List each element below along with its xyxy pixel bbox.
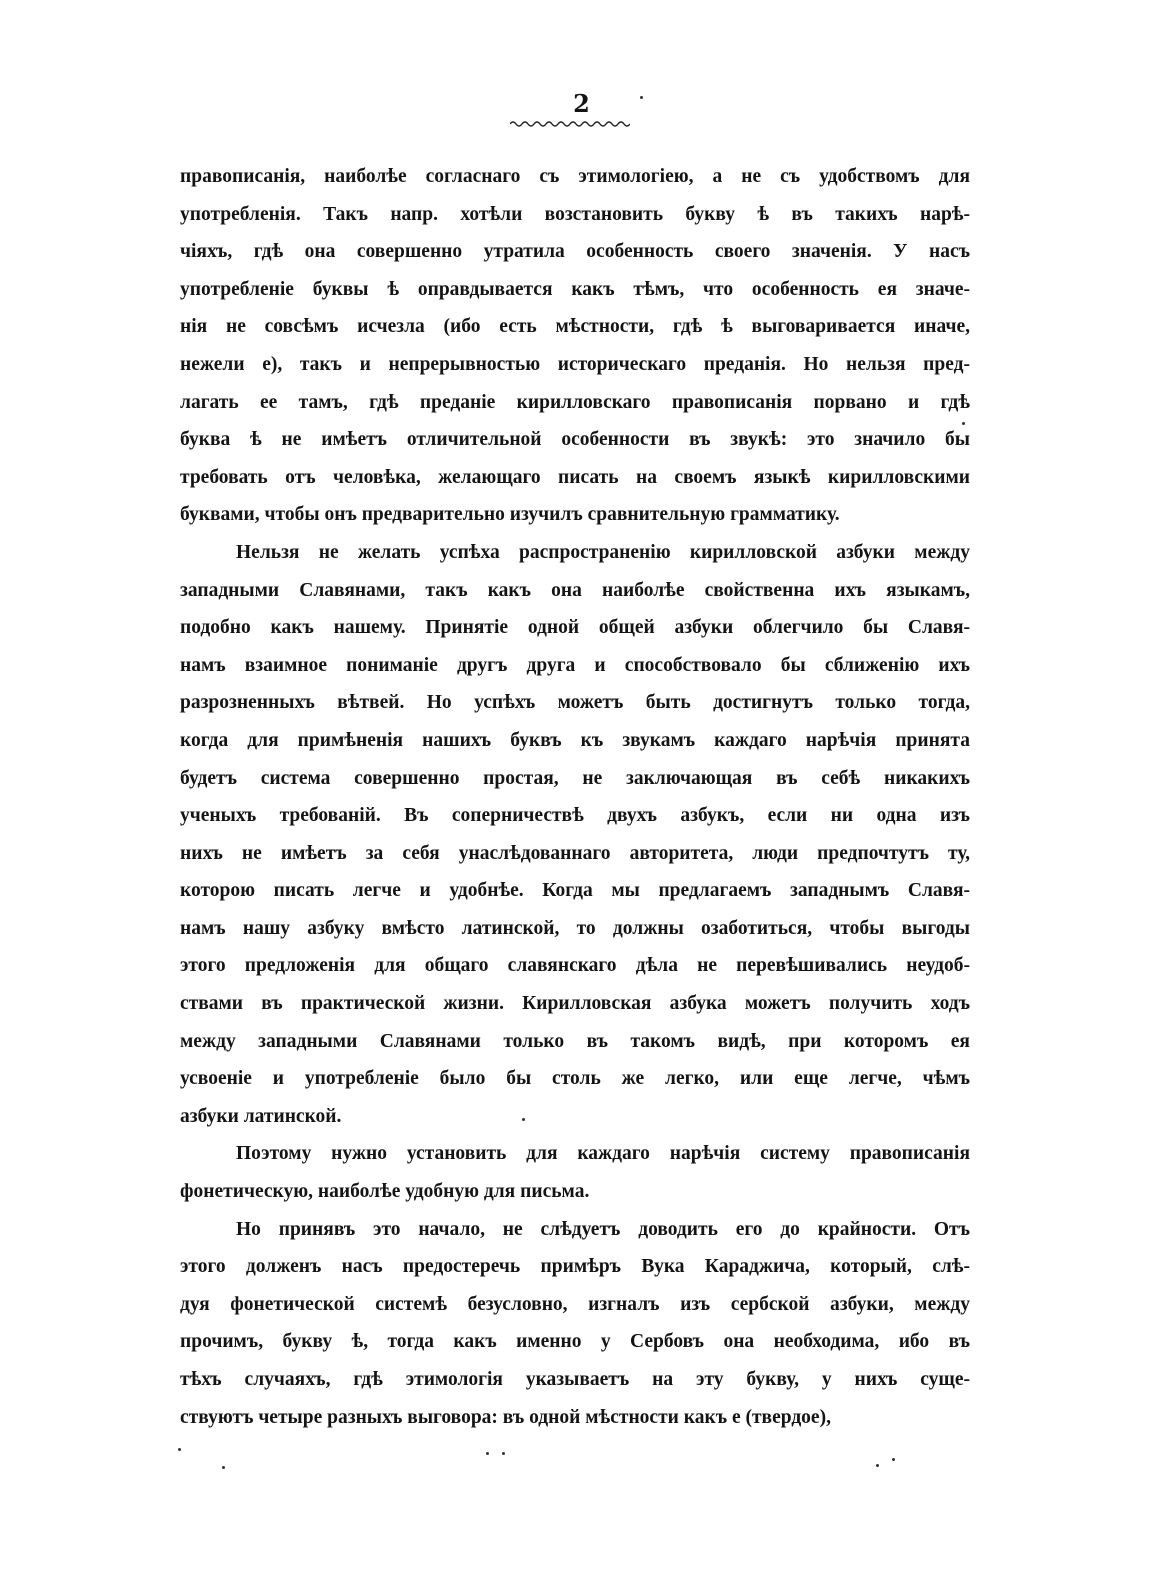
- text-line: прочимъ, букву ѣ, тогда какъ именно у Сербовъ она необходима, ибо въ: [180, 1331, 970, 1353]
- text-line: буква ѣ не имѣетъ отличительной особенности въ звукѣ: это значило бы: [180, 429, 970, 451]
- text-line: употребленія. Такъ напр. хотѣли возстановить букву ѣ въ такихъ нарѣ-: [180, 203, 970, 225]
- text-line: которою писать легче и удобнѣе. Когда мы предлагаемъ западнымъ Славя-: [180, 880, 970, 902]
- text-line: ученыхъ требованій. Въ соперничествѣ двухъ азбукъ, если ни одна изъ: [180, 805, 970, 827]
- scan-speck: [222, 1466, 225, 1469]
- text-line: ствами въ практической жизни. Кирилловская азбука можетъ получить ходъ: [180, 993, 970, 1015]
- body-text: [180, 158, 970, 1436]
- text-line: правописанія, наиболѣе согласнаго съ этимологіею, а не съ удобствомъ для: [180, 166, 970, 187]
- text-line: намъ взаимное пониманіе другъ друга и способствовало бы сближенію ихъ: [180, 654, 970, 676]
- text-line: нежели е), такъ и непрерывностью историческаго преданія. Но нельзя пред-: [180, 353, 970, 375]
- text-line: между западными Славянами только въ такомъ видѣ, при которомъ ея: [180, 1030, 970, 1052]
- text-line: фонетическую, наиболѣе удобную для письма.: [180, 1181, 590, 1203]
- paragraph: [180, 1211, 970, 1437]
- text-line: употребленіе буквы ѣ оправдывается какъ тѣмъ, что особенность ея значе-: [180, 278, 970, 300]
- scan-speck: [178, 1448, 181, 1451]
- scan-speck: [486, 1452, 489, 1455]
- text-line: азбуки латинской.: [180, 1105, 342, 1127]
- text-line: этого предложенія для общаго славянскаго дѣла не перевѣшивались неудоб-: [180, 955, 970, 977]
- scan-speck: [640, 96, 643, 99]
- text-line: требовать отъ человѣка, желающаго писать на своемъ языкѣ кирилловскими: [180, 466, 970, 488]
- paragraph: [180, 158, 970, 534]
- wavy-divider: [510, 120, 630, 128]
- paragraph: [180, 1135, 970, 1210]
- text-line: западными Славянами, такъ какъ она наиболѣе свойственна ихъ языкамъ,: [180, 579, 970, 601]
- paragraph: [180, 534, 970, 1136]
- scan-speck: [522, 1118, 525, 1121]
- text-line: разрозненныхъ вѣтвей. Но успѣхъ можетъ быть достигнутъ только тогда,: [180, 692, 970, 714]
- text-line: нихъ не имѣетъ за себя унаслѣдованнаго авторитета, люди предпочтутъ ту,: [180, 842, 970, 864]
- text-line: буквами, чтобы онъ предварительно изучилъ сравнительную грамматику.: [180, 504, 840, 526]
- text-line: нія не совсѣмъ исчезла (ибо есть мѣстности, гдѣ ѣ выговаривается иначе,: [180, 316, 970, 338]
- text-line: лагать ее тамъ, гдѣ преданіе кирилловскаго правописанія порвано и гдѣ: [180, 391, 970, 413]
- text-line: чіяхъ, гдѣ она совершенно утратила особенность своего значенія. У насъ: [180, 241, 970, 263]
- text-line: Поэтому нужно установить для каждаго нарѣчія систему правописанія: [236, 1143, 970, 1165]
- text-line: намъ нашу азбуку вмѣсто латинской, то должны озаботиться, чтобы выгоды: [180, 917, 970, 939]
- scan-speck: [962, 422, 965, 425]
- text-line: Но принявъ это начало, не слѣдуетъ доводить его до крайности. Отъ: [236, 1218, 970, 1240]
- page-number: 2: [573, 89, 590, 118]
- text-line: тѣхъ случаяхъ, гдѣ этимологія указываетъ на эту букву, у нихъ суще-: [180, 1369, 970, 1390]
- scan-speck: [502, 1452, 505, 1455]
- text-line: будетъ система совершенно простая, не заключающая въ себѣ никакихъ: [180, 767, 970, 789]
- text-line: дуя фонетической системѣ безусловно, изгналъ изъ сербской азбуки, между: [180, 1293, 970, 1315]
- text-line: ствуютъ четыре разныхъ выговора: въ одной мѣстности какъ е (твердое),: [180, 1406, 831, 1428]
- text-line: этого долженъ насъ предостеречь примѣръ Вука Караджича, который, слѣ-: [180, 1256, 970, 1278]
- scan-speck: [892, 1458, 895, 1461]
- text-line: подобно какъ нашему. Принятіе одной общей азбуки облегчило бы Славя-: [180, 617, 970, 639]
- text-line: когда для примѣненія нашихъ буквъ къ звукамъ каждаго нарѣчія принята: [180, 729, 970, 751]
- text-line: Нельзя не желать успѣха распространенію кирилловской азбуки между: [236, 541, 970, 563]
- text-line: усвоеніе и употребленіе было бы столь же легко, или еще легче, чѣмъ: [180, 1068, 970, 1090]
- scan-speck: [876, 1464, 879, 1467]
